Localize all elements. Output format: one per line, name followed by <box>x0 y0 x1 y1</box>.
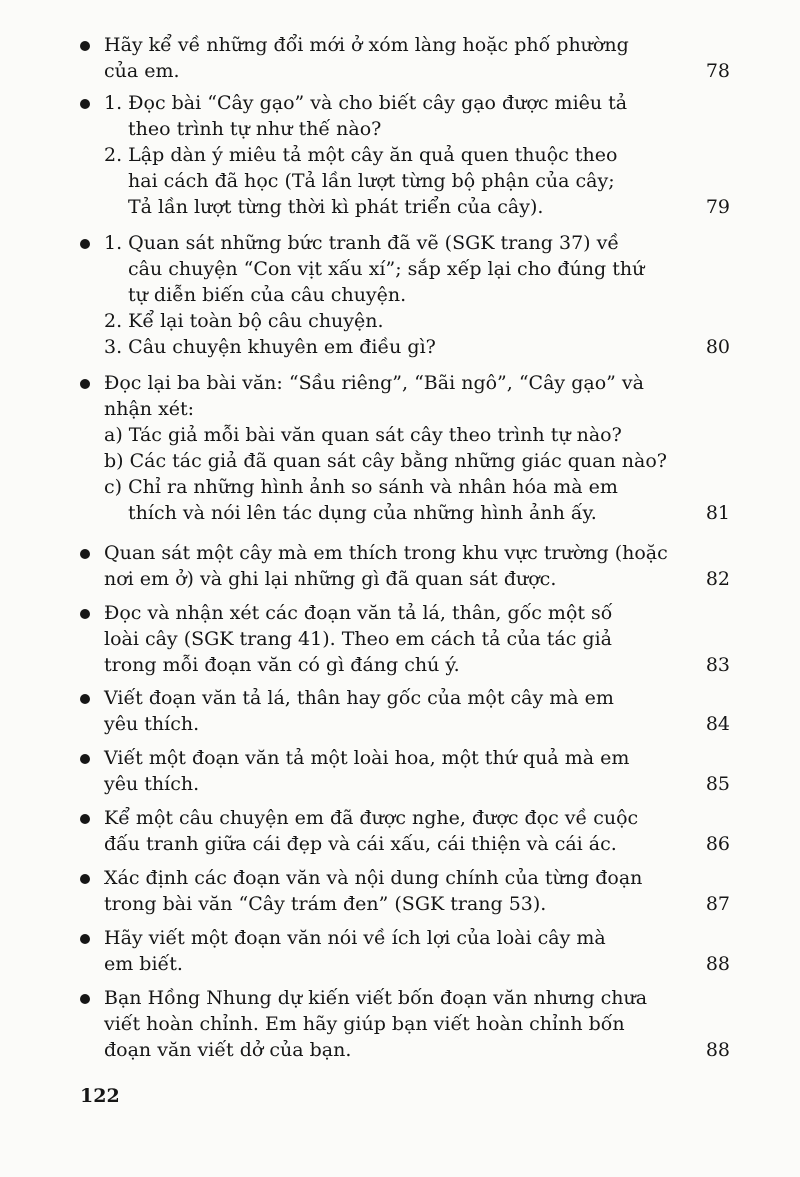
toc-line <box>80 194 730 220</box>
toc-line-text: nơi em ở) và ghi lại những gì đã quan sát được. <box>104 568 557 590</box>
toc-line-text: c) Chỉ ra những hình ảnh so sánh và nhân hóa mà em <box>104 476 618 498</box>
toc-line <box>80 1037 730 1063</box>
toc-line <box>80 334 730 360</box>
toc-line <box>80 500 730 526</box>
toc-line <box>80 230 730 256</box>
toc-line <box>80 891 730 917</box>
toc-page-number: 82 <box>705 568 730 590</box>
toc-line <box>80 116 730 142</box>
toc-entry <box>80 370 730 526</box>
toc-entry <box>80 745 730 797</box>
toc-page-number: 78 <box>705 60 730 82</box>
toc-line-text: Viết đoạn văn tả lá, thân hay gốc của một cây mà em <box>104 687 614 709</box>
toc-line-text: nhận xét: <box>104 398 195 420</box>
toc-line <box>80 396 730 422</box>
toc-line-text: đoạn văn viết dở của bạn. <box>104 1039 352 1061</box>
toc-line <box>80 831 730 857</box>
toc-entry <box>80 805 730 857</box>
toc-page-number: 79 <box>705 196 730 218</box>
toc-line-text: Hãy kể về những đổi mới ở xóm làng hoặc phố phường <box>104 34 629 56</box>
toc-page-number: 86 <box>705 833 730 855</box>
toc-line <box>80 58 730 84</box>
toc-line <box>80 370 730 396</box>
toc-line-text: loài cây (SGK trang 41). Theo em cách tả của tác giả <box>104 628 612 650</box>
toc-line <box>80 256 730 282</box>
toc-page-number: 84 <box>705 713 730 735</box>
toc-line <box>80 32 730 58</box>
toc-line <box>80 805 730 831</box>
toc-line-text: thích và nói lên tác dụng của những hình ảnh ấy. <box>128 502 597 524</box>
toc-line <box>80 566 730 592</box>
toc-line <box>80 282 730 308</box>
toc-line <box>80 90 730 116</box>
toc-page-number: 83 <box>705 654 730 676</box>
toc-line-text: Xác định các đoạn văn và nội dung chính của từng đoạn <box>104 867 643 889</box>
toc-entry <box>80 90 730 220</box>
toc-line-text: yêu thích. <box>104 773 200 795</box>
toc-page-number: 80 <box>705 336 730 358</box>
toc-line <box>80 626 730 652</box>
toc-line-text: trong mỗi đoạn văn có gì đáng chú ý. <box>104 654 460 676</box>
toc-line <box>80 951 730 977</box>
toc-entry <box>80 230 730 360</box>
toc-line-text: Hãy viết một đoạn văn nói về ích lợi của loài cây mà <box>104 927 606 949</box>
toc-line-text: hai cách đã học (Tả lần lượt từng bộ phận của cây; <box>128 170 615 192</box>
toc-line <box>80 168 730 194</box>
toc-line <box>80 474 730 500</box>
toc-entry <box>80 540 730 592</box>
toc-line-text: a) Tác giả mỗi bài văn quan sát cây theo trình tự nào? <box>104 424 622 446</box>
toc-entry <box>80 985 730 1063</box>
toc-entry <box>80 925 730 977</box>
toc-line-text: Viết một đoạn văn tả một loài hoa, một thứ quả mà em <box>104 747 630 769</box>
toc-line-text: của em. <box>104 60 180 82</box>
toc-entry <box>80 685 730 737</box>
toc-line-text: câu chuyện “Con vịt xấu xí”; sắp xếp lại cho đúng thứ <box>128 258 645 280</box>
toc-line-text: Đọc lại ba bài văn: “Sầu riêng”, “Bãi ngô”, “Cây gạo” và <box>104 372 644 394</box>
toc-line-text: tự diễn biến của câu chuyện. <box>128 284 407 306</box>
toc-line-text: Quan sát một cây mà em thích trong khu vực trường (hoặc <box>104 542 668 564</box>
toc-line-text: Đọc và nhận xét các đoạn văn tả lá, thân, gốc một số <box>104 602 613 624</box>
toc-line-text: đấu tranh giữa cái đẹp và cái xấu, cái thiện và cái ác. <box>104 833 617 855</box>
toc-line-text: 1. Đọc bài “Cây gạo” và cho biết cây gạo được miêu tả <box>104 92 628 114</box>
toc-entry <box>80 32 730 84</box>
toc-page-number: 88 <box>705 1039 730 1061</box>
toc-line <box>80 985 730 1011</box>
toc-page-number: 85 <box>705 773 730 795</box>
toc-line-text: 2. Lập dàn ý miêu tả một cây ăn quả quen thuộc theo <box>104 144 618 166</box>
toc-line-text: Bạn Hồng Nhung dự kiến viết bốn đoạn văn nhưng chưa <box>104 987 648 1009</box>
toc-line <box>80 711 730 737</box>
toc-line <box>80 771 730 797</box>
toc-page-number: 87 <box>705 893 730 915</box>
toc-line <box>80 652 730 678</box>
toc-line <box>80 745 730 771</box>
toc-line-text: b) Các tác giả đã quan sát cây bằng những giác quan nào? <box>104 450 667 472</box>
toc-line-text: yêu thích. <box>104 713 200 735</box>
toc-line <box>80 448 730 474</box>
toc-line-text: Tả lần lượt từng thời kì phát triển của cây). <box>128 196 544 218</box>
toc-line <box>80 308 730 334</box>
toc-line-text: 3. Câu chuyện khuyên em điều gì? <box>104 336 436 358</box>
toc-line <box>80 685 730 711</box>
toc-line-text: trong bài văn “Cây trám đen” (SGK trang 53). <box>104 893 547 915</box>
toc-line <box>80 925 730 951</box>
toc-line <box>80 600 730 626</box>
toc-line-text: 1. Quan sát những bức tranh đã vẽ (SGK trang 37) về <box>104 232 620 254</box>
toc-line-text: Kể một câu chuyện em đã được nghe, được đọc về cuộc <box>104 807 639 829</box>
page-number: 122 <box>80 1085 120 1107</box>
toc-page-number: 88 <box>705 953 730 975</box>
toc-line <box>80 422 730 448</box>
toc-page-number: 81 <box>705 502 730 524</box>
toc-line-text: viết hoàn chỉnh. Em hãy giúp bạn viết hoàn chỉnh bốn <box>104 1013 625 1035</box>
toc-entry <box>80 600 730 678</box>
toc-entry <box>80 865 730 917</box>
toc-line <box>80 1011 730 1037</box>
toc-line-text: em biết. <box>104 953 183 975</box>
toc-line <box>80 540 730 566</box>
toc-line-text: theo trình tự như thế nào? <box>128 118 382 140</box>
toc-line-text: 2. Kể lại toàn bộ câu chuyện. <box>104 310 384 332</box>
toc-line <box>80 865 730 891</box>
toc-line <box>80 142 730 168</box>
